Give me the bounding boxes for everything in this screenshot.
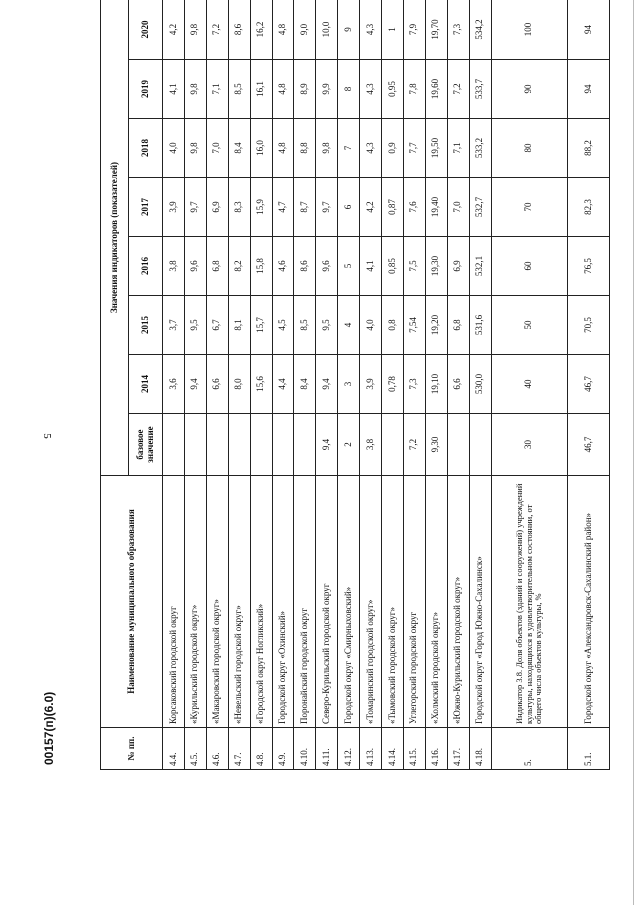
base-value bbox=[184, 414, 206, 476]
year-value: 19,70 bbox=[425, 0, 447, 60]
year-value: 15,9 bbox=[250, 178, 272, 237]
year-value: 533,7 bbox=[469, 60, 491, 119]
header-year: 2017 bbox=[129, 178, 163, 237]
year-value: 9,4 bbox=[184, 355, 206, 414]
table-row bbox=[469, 0, 491, 770]
document-code-wrapper bbox=[42, 691, 56, 779]
base-value: 7,2 bbox=[403, 414, 425, 476]
year-value: 4,2 bbox=[360, 178, 382, 237]
year-value: 82,3 bbox=[568, 178, 610, 237]
year-value: 19,30 bbox=[425, 237, 447, 296]
year-value: 4,1 bbox=[360, 237, 382, 296]
row-number: 4.16. bbox=[425, 728, 447, 770]
year-value: 4,8 bbox=[272, 0, 294, 60]
year-value: 7,0 bbox=[447, 178, 469, 237]
municipality-name: «Макаровский городской округ» bbox=[206, 476, 228, 728]
year-value: 6,9 bbox=[447, 237, 469, 296]
year-value: 6,6 bbox=[447, 355, 469, 414]
row-number: 4.4. bbox=[163, 728, 185, 770]
year-value: 3 bbox=[338, 355, 360, 414]
table-row bbox=[360, 0, 382, 770]
year-value: 19,60 bbox=[425, 60, 447, 119]
year-value: 16,0 bbox=[250, 119, 272, 178]
table-row bbox=[447, 0, 469, 770]
municipality-name: Городской округ «Смирныховский» bbox=[338, 476, 360, 728]
year-value: 6,8 bbox=[447, 296, 469, 355]
year-value: 7 bbox=[338, 119, 360, 178]
year-value: 8,4 bbox=[294, 355, 316, 414]
table-body bbox=[163, 0, 610, 770]
year-value: 76,5 bbox=[568, 237, 610, 296]
year-value: 9,7 bbox=[184, 178, 206, 237]
year-value: 70,5 bbox=[568, 296, 610, 355]
base-value: 46,7 bbox=[568, 414, 610, 476]
year-value: 9,8 bbox=[316, 119, 338, 178]
year-value: 0,9 bbox=[382, 119, 404, 178]
year-value: 8,7 bbox=[294, 178, 316, 237]
indicator-table-wrapper bbox=[100, 0, 610, 770]
year-value: 8,0 bbox=[228, 355, 250, 414]
year-value: 8,9 bbox=[294, 60, 316, 119]
year-value: 4,4 bbox=[272, 355, 294, 414]
year-value: 8,4 bbox=[228, 119, 250, 178]
row-number: 4.5. bbox=[184, 728, 206, 770]
year-value: 0,85 bbox=[382, 237, 404, 296]
table-row bbox=[184, 0, 206, 770]
year-value: 3,8 bbox=[163, 237, 185, 296]
year-value: 0,8 bbox=[382, 296, 404, 355]
year-value: 8,3 bbox=[228, 178, 250, 237]
year-value: 7,8 bbox=[403, 60, 425, 119]
year-value: 16,1 bbox=[250, 60, 272, 119]
base-value bbox=[382, 414, 404, 476]
table-row bbox=[382, 0, 404, 770]
header-year: 2014 bbox=[129, 355, 163, 414]
year-value: 7,6 bbox=[403, 178, 425, 237]
year-value: 60 bbox=[491, 237, 568, 296]
base-value bbox=[469, 414, 491, 476]
year-value: 9,9 bbox=[316, 60, 338, 119]
year-value: 0,87 bbox=[382, 178, 404, 237]
year-value: 8,1 bbox=[228, 296, 250, 355]
year-value: 4,1 bbox=[163, 60, 185, 119]
year-value: 70 bbox=[491, 178, 568, 237]
year-value: 19,20 bbox=[425, 296, 447, 355]
year-value: 7,7 bbox=[403, 119, 425, 178]
year-value: 50 bbox=[491, 296, 568, 355]
year-value: 9,5 bbox=[184, 296, 206, 355]
year-value: 100 bbox=[491, 0, 568, 60]
year-value: 533,2 bbox=[469, 119, 491, 178]
municipality-name: «Тымовский городской округ» bbox=[382, 476, 404, 728]
base-value: 2 bbox=[338, 414, 360, 476]
year-value: 0,78 bbox=[382, 355, 404, 414]
year-value: 46,7 bbox=[568, 355, 610, 414]
year-value: 4,6 bbox=[272, 237, 294, 296]
row-number: 4.10. bbox=[294, 728, 316, 770]
table-row bbox=[568, 0, 610, 770]
municipality-name: Индикатор 3.8. Доля объектов (зданий и сооружений) учреждений культуры, находящихся в удовлетворительном состоянии, от общего числа объектов культуры, % bbox=[491, 476, 568, 728]
municipality-name: «Городской округ Ногликский» bbox=[250, 476, 272, 728]
year-value: 6,7 bbox=[206, 296, 228, 355]
table-row bbox=[425, 0, 447, 770]
year-value: 8,6 bbox=[228, 0, 250, 60]
year-value: 0,95 bbox=[382, 60, 404, 119]
table-row bbox=[228, 0, 250, 770]
year-value: 7,2 bbox=[447, 60, 469, 119]
header-indicator-values: Значения индикаторов (показателей) bbox=[101, 0, 129, 476]
base-value: 9,4 bbox=[316, 414, 338, 476]
row-number: 4.13. bbox=[360, 728, 382, 770]
municipality-name: Поронайский городской округ bbox=[294, 476, 316, 728]
year-value: 530,0 bbox=[469, 355, 491, 414]
year-value: 80 bbox=[491, 119, 568, 178]
year-value: 19,40 bbox=[425, 178, 447, 237]
header-year: 2015 bbox=[129, 296, 163, 355]
header-base-value: базовое значение bbox=[129, 414, 163, 476]
row-number: 4.12. bbox=[338, 728, 360, 770]
year-value: 7,0 bbox=[206, 119, 228, 178]
year-value: 4,3 bbox=[360, 0, 382, 60]
year-value: 9,6 bbox=[316, 237, 338, 296]
row-number: 4.14. bbox=[382, 728, 404, 770]
year-value: 9,8 bbox=[184, 119, 206, 178]
header-year: 2020 bbox=[129, 0, 163, 60]
year-value: 8,2 bbox=[228, 237, 250, 296]
municipality-name: «Холмский городской округ» bbox=[425, 476, 447, 728]
year-value: 88,2 bbox=[568, 119, 610, 178]
year-value: 4,5 bbox=[272, 296, 294, 355]
year-value: 94 bbox=[568, 60, 610, 119]
year-value: 7,54 bbox=[403, 296, 425, 355]
header-number: № пп. bbox=[101, 728, 163, 770]
municipality-name: Городской округ «Охинский» bbox=[272, 476, 294, 728]
year-value: 19,50 bbox=[425, 119, 447, 178]
year-value: 9,6 bbox=[184, 237, 206, 296]
year-value: 9,4 bbox=[316, 355, 338, 414]
year-value: 3,7 bbox=[163, 296, 185, 355]
year-value: 3,9 bbox=[163, 178, 185, 237]
header-municipality: Наименование муниципального образования bbox=[101, 476, 163, 728]
year-value: 8,5 bbox=[228, 60, 250, 119]
header-year: 2018 bbox=[129, 119, 163, 178]
row-number: 4.15. bbox=[403, 728, 425, 770]
year-value: 8 bbox=[338, 60, 360, 119]
table-row bbox=[294, 0, 316, 770]
municipality-name: «Южно-Курильский городской округ» bbox=[447, 476, 469, 728]
year-value: 9,8 bbox=[184, 60, 206, 119]
header-year: 2019 bbox=[129, 60, 163, 119]
row-number: 4.8. bbox=[250, 728, 272, 770]
year-value: 8,8 bbox=[294, 119, 316, 178]
table-row bbox=[403, 0, 425, 770]
year-value: 9,7 bbox=[316, 178, 338, 237]
year-value: 4,8 bbox=[272, 60, 294, 119]
year-value: 534,2 bbox=[469, 0, 491, 60]
table-row bbox=[338, 0, 360, 770]
year-value: 15,7 bbox=[250, 296, 272, 355]
year-value: 531,6 bbox=[469, 296, 491, 355]
base-value bbox=[272, 414, 294, 476]
header-year: 2016 bbox=[129, 237, 163, 296]
table-row bbox=[250, 0, 272, 770]
document-code: 00157(п)(6.0) bbox=[42, 691, 56, 765]
year-value: 7,9 bbox=[403, 0, 425, 60]
year-value: 5 bbox=[338, 237, 360, 296]
year-value: 16,2 bbox=[250, 0, 272, 60]
year-value: 6,6 bbox=[206, 355, 228, 414]
year-value: 90 bbox=[491, 60, 568, 119]
row-number: 4.7. bbox=[228, 728, 250, 770]
row-number: 5. bbox=[491, 728, 568, 770]
table-row bbox=[206, 0, 228, 770]
table-row bbox=[491, 0, 568, 770]
year-value: 7,3 bbox=[403, 355, 425, 414]
year-value: 3,6 bbox=[163, 355, 185, 414]
municipality-name: Городской округ «Александровск-Сахалинский район» bbox=[568, 476, 610, 728]
scan-edge-line bbox=[633, 0, 634, 905]
row-number: 4.9. bbox=[272, 728, 294, 770]
base-value bbox=[206, 414, 228, 476]
base-value: 9,30 bbox=[425, 414, 447, 476]
year-value: 8,6 bbox=[294, 237, 316, 296]
municipality-name: «Томаринский городской округ» bbox=[360, 476, 382, 728]
row-number: 4.11. bbox=[316, 728, 338, 770]
year-value: 9 bbox=[338, 0, 360, 60]
base-value bbox=[294, 414, 316, 476]
indicator-table bbox=[100, 0, 610, 770]
municipality-name: «Курильский городской округ» bbox=[184, 476, 206, 728]
municipality-name: Северо-Курильский городской округ bbox=[316, 476, 338, 728]
base-value bbox=[447, 414, 469, 476]
municipality-name: Углегорский городской округ bbox=[403, 476, 425, 728]
year-value: 4,3 bbox=[360, 119, 382, 178]
year-value: 9,5 bbox=[316, 296, 338, 355]
year-value: 4,3 bbox=[360, 60, 382, 119]
year-value: 9,0 bbox=[294, 0, 316, 60]
year-value: 7,2 bbox=[206, 0, 228, 60]
table-row bbox=[316, 0, 338, 770]
base-value bbox=[228, 414, 250, 476]
year-value: 40 bbox=[491, 355, 568, 414]
municipality-name: Корсаковский городской округ bbox=[163, 476, 185, 728]
year-value: 15,6 bbox=[250, 355, 272, 414]
municipality-name: Городской округ «Город Южно-Сахалинск» bbox=[469, 476, 491, 728]
year-value: 19,10 bbox=[425, 355, 447, 414]
year-value: 4 bbox=[338, 296, 360, 355]
base-value: 3,8 bbox=[360, 414, 382, 476]
year-value: 4,8 bbox=[272, 119, 294, 178]
year-value: 6 bbox=[338, 178, 360, 237]
table-row bbox=[272, 0, 294, 770]
year-value: 94 bbox=[568, 0, 610, 60]
year-value: 9,8 bbox=[184, 0, 206, 60]
row-number: 4.17. bbox=[447, 728, 469, 770]
year-value: 6,8 bbox=[206, 237, 228, 296]
year-value: 1 bbox=[382, 0, 404, 60]
year-value: 4,2 bbox=[163, 0, 185, 60]
base-value bbox=[163, 414, 185, 476]
year-value: 4,7 bbox=[272, 178, 294, 237]
year-value: 532,7 bbox=[469, 178, 491, 237]
table-row bbox=[163, 0, 185, 770]
page-number: 5 bbox=[41, 433, 53, 439]
base-value bbox=[250, 414, 272, 476]
base-value: 30 bbox=[491, 414, 568, 476]
year-value: 7,1 bbox=[447, 119, 469, 178]
year-value: 10,0 bbox=[316, 0, 338, 60]
year-value: 6,9 bbox=[206, 178, 228, 237]
municipality-name: «Невельский городской округ» bbox=[228, 476, 250, 728]
year-value: 532,1 bbox=[469, 237, 491, 296]
year-value: 7,3 bbox=[447, 0, 469, 60]
year-value: 4,0 bbox=[163, 119, 185, 178]
row-number: 4.6. bbox=[206, 728, 228, 770]
year-value: 3,9 bbox=[360, 355, 382, 414]
row-number: 4.18. bbox=[469, 728, 491, 770]
year-value: 4,0 bbox=[360, 296, 382, 355]
year-value: 15,8 bbox=[250, 237, 272, 296]
year-value: 8,5 bbox=[294, 296, 316, 355]
year-value: 7,5 bbox=[403, 237, 425, 296]
year-value: 7,1 bbox=[206, 60, 228, 119]
row-number: 5.1. bbox=[568, 728, 610, 770]
